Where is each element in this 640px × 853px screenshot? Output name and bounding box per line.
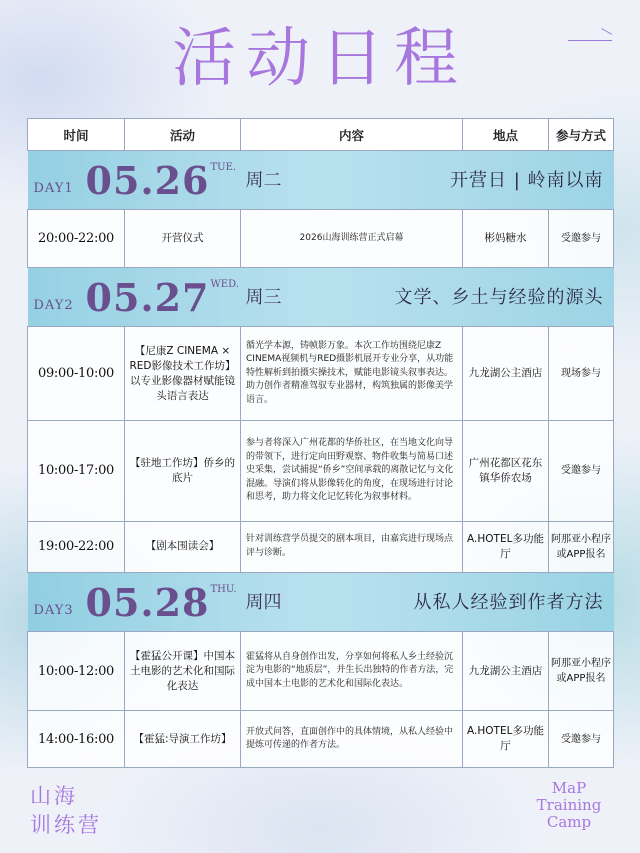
camp-logo-english [524,780,614,831]
event-time: 20:00-22:00 [28,210,125,268]
day-label: DAY1 [33,180,74,196]
event-content: 针对训练营学员提交的剧本项目，由嘉宾进行现场点评与诊断。 [241,521,463,573]
schedule-table [27,118,614,768]
day-label: DAY2 [33,297,74,313]
event-activity: 【霍猛:导演工作坊】 [125,711,241,768]
event-activity: 【霍猛公开课】中国本土电影的艺术化和国际化表达 [125,632,241,711]
event-content: 参与者将深入广州花都的华侨社区，在当地文化向导的带领下，进行定向田野观察、物件收集与简易口述史采集，尝试捕捉“侨乡”空间承载的离散记忆与文化混融。导演们将从影像转化的角度，在现场进行讨论和思考，助力将文化记忆转化为叙事材料。 [241,421,463,521]
header-location: 地点 [463,119,549,151]
day-label: DAY3 [33,602,74,618]
table-row [28,711,614,768]
page-title: 活动日程 [172,22,468,96]
event-mode: 现场参与 [549,327,614,421]
event-time: 10:00-17:00 [28,421,125,521]
day-banner [28,151,614,210]
logo-en-line: Training [536,796,602,814]
event-activity: 开营仪式 [125,210,241,268]
day-theme: 文学、乡土与经验的源头 [394,286,604,308]
day-week: THU. [210,583,237,595]
day-date: 05.26 [85,157,210,203]
event-mode: 受邀参与 [549,421,614,521]
event-time: 19:00-22:00 [28,521,125,573]
day-banner [28,268,614,327]
day-date: 05.27 [85,274,210,320]
header-time: 时间 [28,119,125,151]
event-activity: 【驻地工作坊】侨乡的底片 [125,421,241,521]
event-location: 九龙湖公主酒店 [463,327,549,421]
logo-cn-line: 训练营 [30,813,102,837]
event-location: A.HOTEL多功能厅 [463,711,549,768]
logo-cn-line: 山海 [30,784,78,808]
day-date: 05.28 [85,579,210,625]
header-content: 内容 [241,119,463,151]
table-row [28,521,614,573]
table-row [28,210,614,268]
day-theme: 开营日 | 岭南以南 [449,169,604,191]
event-activity: 【剧本围读会】 [125,521,241,573]
day-weekday: 周三 [245,286,282,308]
logo-en-line: Camp [546,813,592,831]
table-row [28,421,614,521]
day-week: TUE. [210,161,237,173]
event-content: 2026山海训练营正式启幕 [241,210,463,268]
event-content: 循光学本源，铸帧影万象。本次工作坊围绕尼康Z CINEMA视频机与RED摄影机展开专业分享，从功能特性解析到拍摄实操技术，赋能电影镜头叙事表达。助力创作者精准驾驭专业器材，构筑独属的影像美学语言。 [241,327,463,421]
day-theme: 从私人经验到作者方法 [413,591,604,613]
day-weekday: 周二 [245,169,282,191]
logo-en-line: MaP [551,779,587,797]
event-mode: 受邀参与 [549,711,614,768]
event-location: A.HOTEL多功能厅 [463,521,549,573]
event-time: 10:00-12:00 [28,632,125,711]
event-mode: 阿那亚小程序或APP报名 [549,521,614,573]
event-content: 开放式问答，直面创作中的具体情境，从私人经验中提炼可传递的作者方法。 [241,711,463,768]
day-week: WED. [210,278,239,290]
table-row [28,327,614,421]
event-time: 14:00-16:00 [28,711,125,768]
day-banner [28,573,614,632]
event-mode: 阿那亚小程序或APP报名 [549,632,614,711]
event-activity: 【尼康Z CINEMA × RED影像技术工作坊】以专业影像器材赋能镜头语言表达 [125,327,241,421]
table-header-row [28,119,614,151]
event-time: 09:00-10:00 [28,327,125,421]
header-activity: 活动 [125,119,241,151]
event-location: 九龙湖公主酒店 [463,632,549,711]
event-mode: 受邀参与 [549,210,614,268]
event-location: 广州花都区花东镇华侨农场 [463,421,549,521]
table-row [28,632,614,711]
event-content: 霍猛将从自身创作出发，分享如何将私人乡土经验沉淀为电影的“地质层”，并生长出独特的作者方法，完成中国本土电影的艺术化和国际化表达。 [241,632,463,711]
arrow-icon [568,34,612,48]
day-weekday: 周四 [245,591,282,613]
camp-logo-chinese [30,782,102,840]
header-mode: 参与方式 [549,119,614,151]
event-location: 彬妈糖水 [463,210,549,268]
